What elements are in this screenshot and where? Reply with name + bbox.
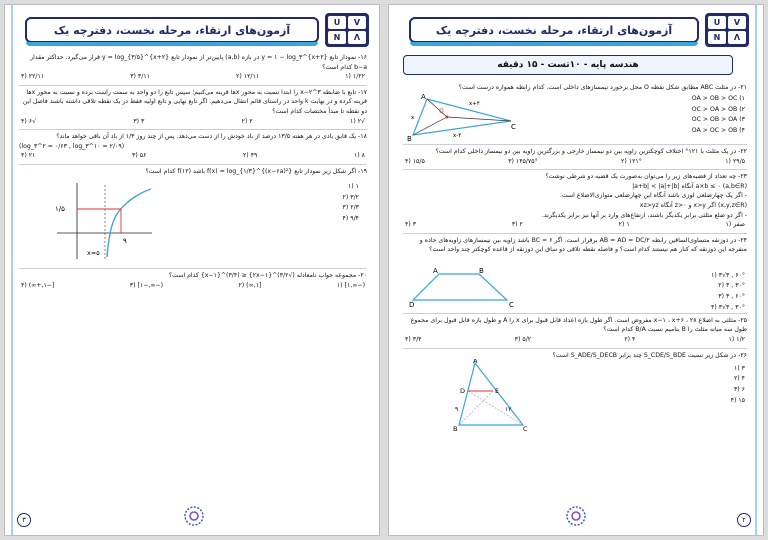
logo-letter: V — [348, 16, 366, 29]
vertex-label-c: C — [511, 123, 516, 131]
option-2[interactable]: OC > OA > OB (۲ — [691, 105, 745, 113]
options — [711, 270, 745, 313]
page-number: ۳ — [17, 513, 31, 527]
option-4[interactable]: ۳۰° , ۳√۳ (۴ — [711, 303, 745, 311]
option-1[interactable]: (−∞,۱] (۱ — [336, 281, 365, 289]
option-2[interactable]: ۴۹ (۲ — [242, 152, 258, 160]
y-value-label: ۱/۵ — [55, 205, 65, 214]
trapezoid-figure — [409, 268, 539, 308]
question-21 — [403, 83, 747, 141]
options — [731, 363, 745, 406]
vertex-label-a: A — [421, 93, 426, 101]
divider — [19, 164, 367, 165]
triangle-abc-figure — [407, 91, 517, 143]
question-text: ۱۷- تابع با ضابطه ۳^x−۲ را ابتدا نسبت به محور xها قرینه می‌کنیم؛ سپس تابع را دو واحد به سمت راست برده و نسبت به محور xها قرینه کرده و در نهایت k واحد در راستای قائم انتقال می‌دهیم. اگر تابع نهایی و تابع اولیه فقط در یک نقطه تلاقی داشته باشند فاصل این دو نقطه تا مبدأ مختصات کدام است؟ — [22, 88, 367, 116]
logo-letter: U — [328, 16, 346, 29]
vertex-label-c: C — [509, 300, 514, 308]
triangle-shape — [413, 99, 511, 135]
banner-title: آزمون‌های ارتقاء، مرحله نخست، دفترچه یک — [435, 23, 673, 37]
header-banner — [25, 17, 319, 43]
divider — [403, 348, 747, 349]
statement-item: - اگر یک چهارضلعی لوزی باشد آنگاه این چهارضلعی متوازی‌الاضلاع است. — [559, 192, 747, 200]
vertex-label-e: E — [495, 386, 500, 395]
question-text: ۲۲- در یک مثلث با ۱۲۱° اختلاف کوچکترین زاویه بین دو نیمساز خارجی و بزرگترین زاویه بین دو نیمساز داخلی کدام است؟ — [435, 148, 747, 155]
option-1[interactable]: ۳ (۱ — [733, 364, 745, 372]
option-4[interactable]: ۹/۴ (۴ — [342, 214, 359, 222]
option-2[interactable]: ۴ (۲ — [733, 375, 745, 383]
option-1[interactable]: √۲ (۱ — [350, 117, 365, 125]
questions-area — [403, 83, 747, 430]
options — [403, 335, 747, 345]
function-curve — [107, 189, 151, 257]
banner-title: آزمون‌های ارتقاء، مرحله نخست، دفترچه یک — [53, 23, 291, 37]
option-4[interactable]: ۱۵ (۴ — [730, 396, 745, 404]
question-hint: (log_۳^۲ = ۰/۶۳ , log_۳^۱۰ = ۲/۰۹) — [19, 142, 125, 150]
vertex-label-d: D — [409, 300, 415, 308]
left-page — [4, 4, 380, 536]
vertex-label-d: D — [460, 386, 466, 395]
question-text: ۲۰- مجموعه جواب نامعادله (√۳/۲)^{۲x−۱} ≤ (۳/۴)^{x−۱} کدام است؟ — [168, 272, 367, 280]
options — [19, 151, 367, 161]
option-3[interactable]: OC > OB > OA (۳ — [691, 116, 745, 124]
option-1[interactable]: صفر (۱ — [725, 221, 745, 229]
logo-letter: U — [708, 16, 726, 29]
x-value-label: ۹ — [123, 237, 127, 246]
options — [692, 93, 745, 136]
header-banner — [409, 17, 699, 43]
option-3[interactable]: ۵۶ (۳ — [131, 152, 147, 160]
option-1[interactable]: ۶۰° , ۳√۳ (۱ — [711, 271, 745, 279]
option-2[interactable]: ۱ (۲ — [618, 221, 630, 229]
divider — [19, 129, 367, 130]
segment-dc — [468, 391, 523, 425]
option-4[interactable]: ۲۲/۱۱ (۴ — [21, 73, 45, 81]
question-text: ۱۶- نمودار تابع y = ۱ − log_۳^{x+۲} در بازه (a,b) پایین‌تر از نمودار تابع y = log_{۳/۵}^{x+۲} قرار می‌گیرد. حداکثر مقدار b−a کدام است؟ — [30, 54, 367, 71]
point-label-o: O — [439, 108, 444, 115]
divider — [403, 313, 747, 314]
option-3[interactable]: ۲ (۳ — [511, 221, 523, 229]
option-1[interactable]: OA > OB > OC (۱ — [691, 95, 745, 102]
options — [19, 281, 367, 291]
option-1[interactable]: ۲۹/۵ (۱ — [725, 157, 745, 165]
options — [19, 117, 367, 127]
question-24 — [403, 236, 747, 310]
vertex-label-c: C — [523, 424, 528, 431]
triangle-ade-figure — [453, 359, 533, 431]
options — [343, 181, 359, 224]
side-label: x+۴ — [469, 101, 480, 107]
questions-area — [19, 53, 367, 293]
asymptote-label: x=۵ — [87, 249, 100, 258]
question-text: ۲۴- در ذوزنقه متساوی‌الساقین رابطه AB = AD = DC/۲ برقرار است. اگر BC = ۶ باشد زاویه بین نیمسازهای زاویه‌های حاده و منفرجه این ذوزنقه که کنار هم نیستند کدام است؟ و فاصله نقطه تلاقی دو ساق این ذوزنقه از قاعده کوچکتر چند واحد است؟ — [419, 236, 747, 254]
question-20 — [19, 271, 367, 290]
vertex-label-a: A — [473, 358, 478, 365]
option-2[interactable]: ۳/۲ (۲ — [342, 193, 359, 201]
question-22 — [403, 147, 747, 166]
option-3[interactable]: ۳ (۳ — [133, 117, 145, 125]
brand-logo — [325, 13, 369, 47]
option-1[interactable]: ۸ (۱ — [353, 152, 365, 160]
question-17 — [19, 88, 367, 126]
section-title: هندسه پایه - ۱۰تست - ۱۵ دقیقه — [497, 60, 639, 70]
logo-letter: V — [728, 16, 746, 29]
question-16 — [19, 53, 367, 82]
question-26 — [403, 351, 747, 431]
option-4[interactable]: OA > OC > OB (۴ — [691, 126, 745, 134]
option-4[interactable]: ۳ (۴ — [405, 221, 417, 229]
question-18 — [19, 132, 367, 161]
vertex-label-a: A — [433, 267, 438, 275]
footer-ornament-icon — [565, 505, 587, 527]
page-number: ۲ — [737, 513, 751, 527]
statement-item: - اگر دو ضلع مثلثی برابر یکدیگر باشند، ارتفاع‌های وارد بر آنها نیز برابر یکدیگرند. — [541, 211, 747, 219]
divider — [403, 169, 747, 170]
option-1[interactable]: ۱/۲۲ (۱ — [345, 73, 365, 81]
options — [403, 157, 747, 167]
options — [403, 220, 747, 230]
option-2[interactable]: ۲ (۲ — [241, 117, 253, 125]
brand-logo — [705, 13, 749, 47]
vertex-label-b: B — [453, 424, 458, 431]
divider — [403, 233, 747, 234]
vertex-label-b: B — [407, 135, 412, 143]
side-label: x-۴ — [453, 133, 462, 139]
side-label: x — [411, 115, 415, 121]
question-text: ۲۶- در شکل زیر نسبت S_CDE/S_BDE چند برابر S_ADE/S_DECB است؟ — [552, 351, 747, 359]
option-4[interactable]: √۶ (۴ — [21, 117, 37, 125]
log-graph-figure — [47, 181, 157, 263]
page-border-line — [11, 5, 13, 535]
question-text: ۲۱- در مثلث ABC مطابق شکل نقطه O محل برخورد نیمسازهای داخلی است. کدام رابطه همواره درست است؟ — [458, 84, 747, 91]
side-label: ۹ — [455, 405, 459, 413]
question-23 — [403, 172, 747, 230]
options — [19, 72, 367, 82]
option-3[interactable]: ۱۴۵/۷۵° (۳ — [508, 157, 538, 165]
option-1[interactable]: ۱/۲ (۱ — [728, 336, 745, 344]
footer-ornament-icon — [183, 505, 205, 527]
divider — [19, 85, 367, 86]
triangle-shape — [459, 363, 523, 425]
option-4[interactable]: [−۱,+∞) (۴ — [21, 281, 55, 289]
divider — [403, 144, 747, 145]
logo-letter: N — [708, 31, 726, 44]
question-text: ۱۸- یک قایق بادی در هر هفته ۱۳/۵ درصد از باد خودش را از دست می‌دهد. پس از چند روز ۱/۳ از باد آن باقی خواهد ماند؟ — [56, 133, 367, 141]
page-border-line — [755, 5, 757, 535]
option-2[interactable]: ۳۰° , ۳ (۲ — [718, 282, 745, 290]
point-o — [446, 116, 449, 119]
option-3[interactable]: ۶۰° , ۳ (۳ — [718, 293, 745, 301]
option-3[interactable]: ۵/۲ (۳ — [514, 336, 532, 344]
question-text: ۲۳- چه تعداد از قضیه‌های زیر را می‌توان به‌صورت یک قضیه دو شرطی نوشت؟ — [545, 173, 747, 181]
logo-letter: Λ — [348, 31, 366, 44]
option-2[interactable]: ۴ (۲ — [624, 336, 636, 344]
question-text: ۱۹- اگر شکل زیر نمودار تابع f(x) = log_{۱/۳}^{(x−۶a)²} باشد f(۱۲) کدام است؟ — [145, 168, 367, 176]
option-4[interactable]: ۲۱ (۴ — [21, 152, 36, 160]
logo-letter: Λ — [728, 31, 746, 44]
option-4[interactable]: ۱۵/۵ (۴ — [405, 157, 425, 165]
option-3[interactable]: ۶ (۳ — [733, 385, 745, 393]
option-4[interactable]: ۳/۴ (۴ — [405, 336, 422, 344]
option-2[interactable]: [۱,∞) (۲ — [238, 281, 262, 289]
option-2[interactable]: ۱۲/۱۱ (۲ — [236, 73, 260, 81]
section-title-bar — [403, 55, 733, 75]
side-label: ۱۲ — [505, 405, 512, 413]
right-page — [388, 4, 764, 536]
segment-eb — [459, 391, 493, 425]
question-text: ۲۵- مثلثی به اضلاع ۲۸ ، x−۱ ، x+۶ مفروض است. اگر طول بازه اعداد قابل قبول برای x را A و طول بازه قابل قبول برای مجموع طول سه میانه مثلث را B بنامیم نسبت B/A کدام است؟ — [410, 316, 747, 334]
option-1[interactable]: ۱ (۱ — [347, 183, 359, 191]
option-2[interactable]: ۱۲۱° (۲ — [621, 157, 642, 165]
statement-item: (x,y,z∈R) اگر x>y و z>۰ آنگاه xz>yz — [639, 202, 747, 210]
vertex-label-b: B — [479, 267, 484, 275]
question-19 — [19, 167, 367, 265]
trapezoid-shape — [413, 274, 507, 300]
option-3[interactable]: (−∞,−۱] (۳ — [129, 281, 164, 289]
statement-item: (a,b∈R) a×b ≤ ۰ آنگاه |a+b| < |a|+|b| — [632, 182, 747, 190]
option-3[interactable]: ۳/۱۱ (۳ — [130, 73, 150, 81]
option-3[interactable]: ۲/۳ (۳ — [342, 204, 359, 212]
question-25 — [403, 316, 747, 345]
logo-letter: N — [328, 31, 346, 44]
divider — [19, 268, 367, 269]
